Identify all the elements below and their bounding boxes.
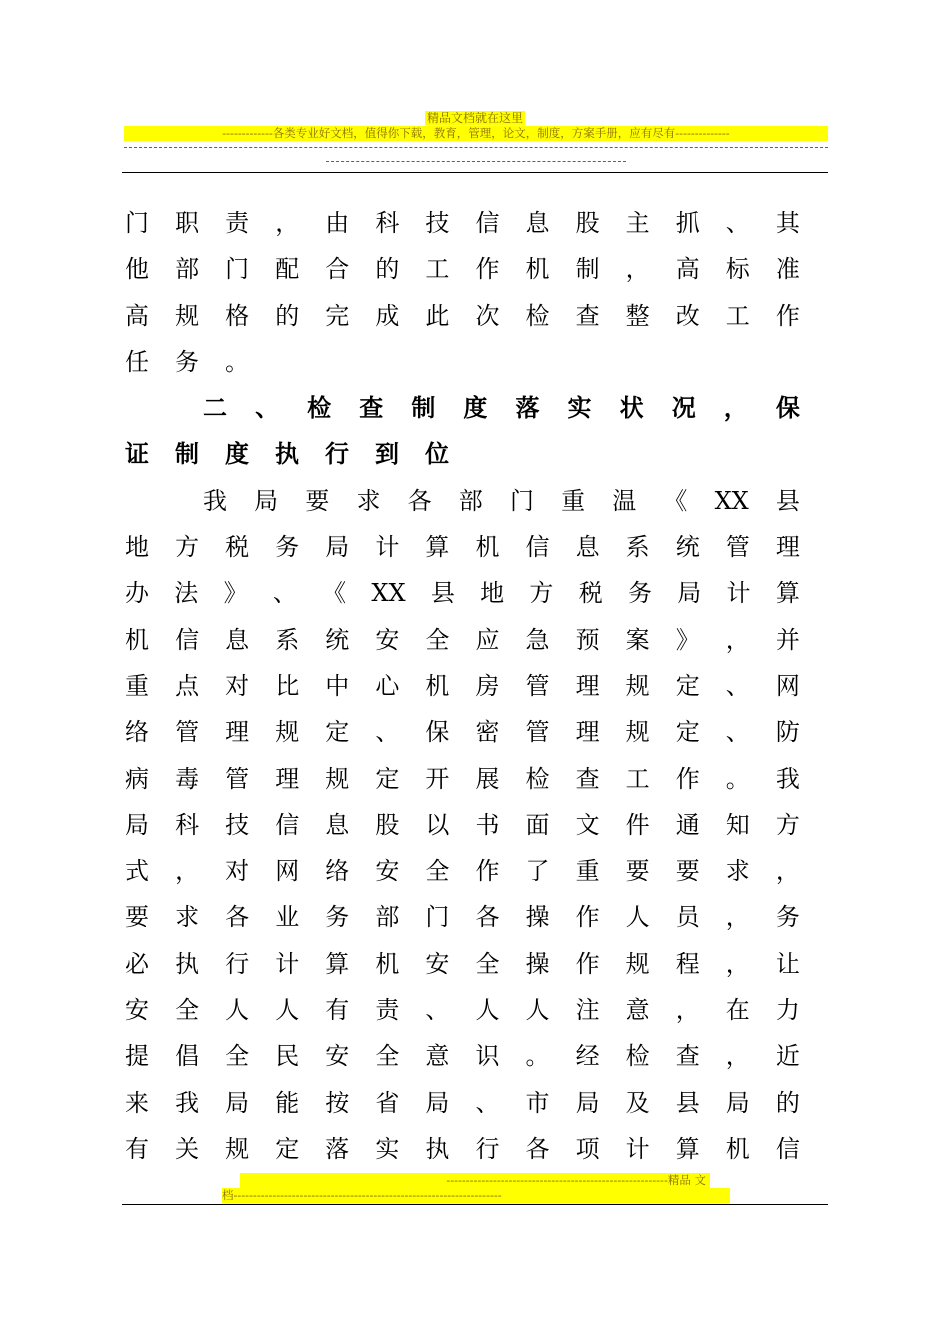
footer-line-2: 档--------------------------------------------------------------------- <box>222 1188 730 1203</box>
body-line: 有 关 规 定 落 实 执 行 各 项 计 算 机 信 <box>125 1134 800 1163</box>
body-line: 办 法 》 、 《 XX 县 地 方 税 务 局 计 算 <box>125 579 800 608</box>
body-line: 络 管 理 规 定 、 保 密 管 理 规 定 、 防 <box>125 718 800 747</box>
footer-rule <box>122 1204 828 1205</box>
header-tagline: -------------各类专业好文档，值得你下载，教育，管理，论文，制度，方案手册，应有尽有-------------- <box>124 126 828 141</box>
body-line: 必 执 行 计 算 机 安 全 操 作 规 程 ， 让 <box>125 949 800 978</box>
header-title-text: 精品文档就在这里 <box>426 111 523 125</box>
header-dash-divider-2 <box>326 161 626 162</box>
body-line: 要 求 各 业 务 部 门 各 操 作 人 员 ， 务 <box>125 903 800 932</box>
header-rule <box>122 172 828 173</box>
body-line: 式 ， 对 网 络 安 全 作 了 重 要 要 求 ， <box>125 857 800 886</box>
body-line: 他 部 门 配 合 的 工 作 机 制 ， 高 标 准 <box>125 255 800 284</box>
body-line: 我 局 要 求 各 部 门 重 温 《 XX 县 <box>203 486 800 515</box>
body-line: 任 务 。 <box>125 347 249 376</box>
document-body <box>125 200 800 1172</box>
body-line: 高 规 格 的 完 成 此 次 检 查 整 改 工 作 <box>125 301 800 330</box>
body-line: 机 信 息 系 统 安 全 应 急 预 案 》 ， 并 <box>125 625 800 654</box>
footer-line-1: ---------------------------------------------------------精品 文 <box>240 1173 710 1188</box>
section-heading-line: 证 制 度 执 行 到 位 <box>125 439 449 469</box>
body-line: 门 职 责 ， 由 科 技 信 息 股 主 抓 、 其 <box>125 209 800 237</box>
body-line: 重 点 对 比 中 心 机 房 管 理 规 定 、 网 <box>125 671 800 700</box>
body-line: 来 我 局 能 按 省 局 、 市 局 及 县 局 的 <box>125 1088 800 1117</box>
section-heading-line: 二 、 检 查 制 度 落 实 状 况 ， 保 <box>203 393 800 423</box>
header-title <box>0 111 950 125</box>
body-line: 安 全 人 人 有 责 、 人 人 注 意 ， 在 力 <box>125 996 800 1025</box>
body-line: 局 科 技 信 息 股 以 书 面 文 件 通 知 方 <box>125 810 800 839</box>
body-line: 病 毒 管 理 规 定 开 展 检 查 工 作 。 我 <box>125 764 800 793</box>
body-line: 提 倡 全 民 安 全 意 识 。 经 检 查 ， 近 <box>125 1042 800 1071</box>
body-line: 地 方 税 务 局 计 算 机 信 息 系 统 管 理 <box>125 533 800 562</box>
header-dash-divider-1 <box>124 147 828 148</box>
